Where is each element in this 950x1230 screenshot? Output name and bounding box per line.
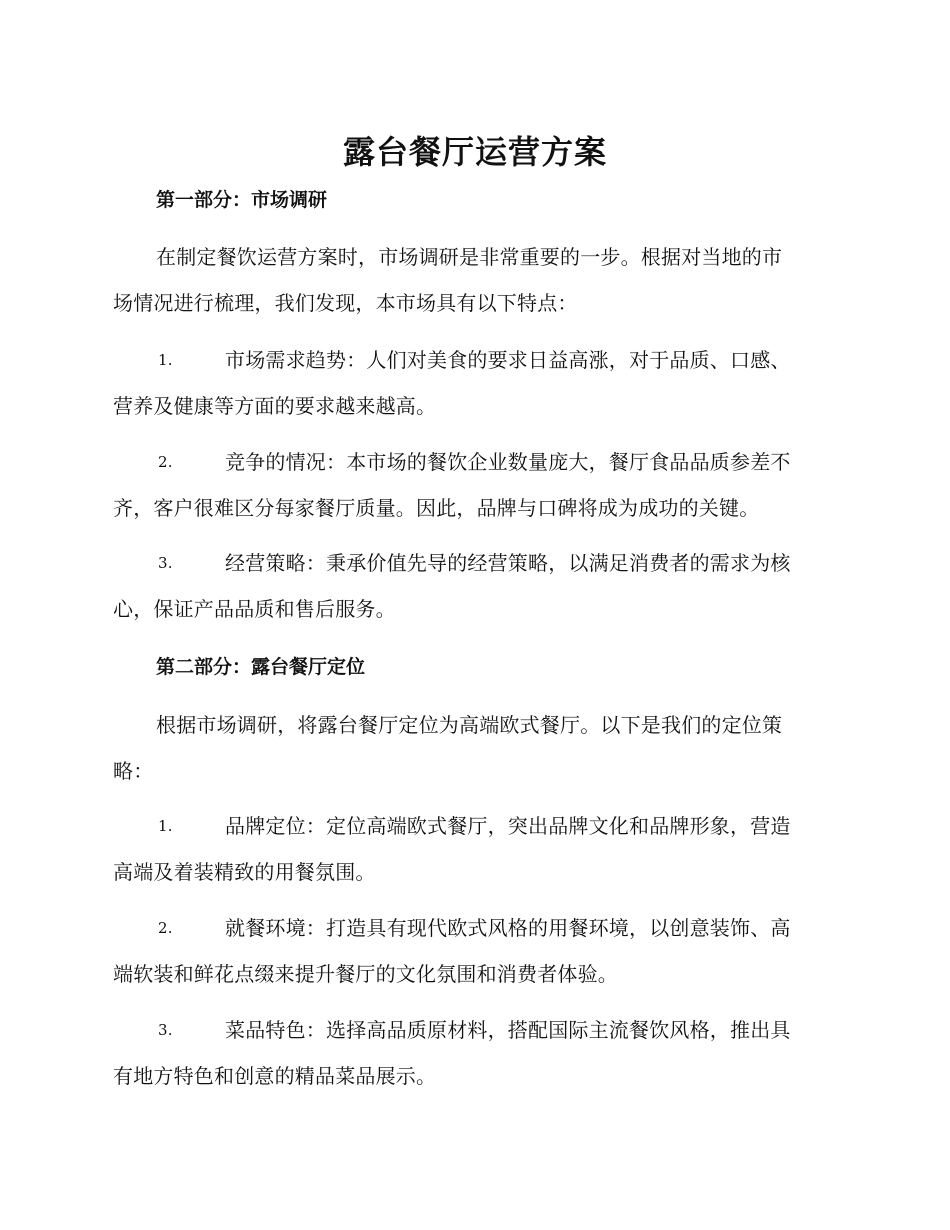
paragraph-line: 根据市场调研，将露台餐厅定位为高端欧式餐厅。以下是我们的定位策: [156, 713, 783, 737]
list-item-number: 2.: [158, 453, 173, 471]
list-item-text: 齐，客户很难区分每家餐厅质量。因此，品牌与口碑将成为成功的关键。: [113, 496, 760, 520]
list-item-text: 高端及着装精致的用餐氛围。: [113, 860, 376, 884]
section-heading-positioning: 第二部分：露台餐厅定位: [156, 656, 366, 678]
paragraph-line: 场情况进行梳理，我们发现，本市场具有以下特点：: [113, 291, 578, 315]
list-item-text: 市场需求趋势：人们对美食的要求日益高涨，对于品质、口感、: [225, 348, 791, 372]
list-item: [113, 1007, 837, 1099]
list-item-text: 有地方特色和创意的精品菜品展示。: [113, 1064, 437, 1088]
list-item: [113, 905, 837, 997]
list-item-text: 营养及健康等方面的要求越来越高。: [113, 394, 437, 418]
list-item: [113, 439, 837, 531]
list-item: [113, 337, 837, 429]
list-item-number: 3.: [158, 554, 173, 572]
list-item-text: 端软装和鲜花点缀来提升餐厅的文化氛围和消费者体验。: [113, 962, 618, 986]
list-item: [113, 540, 837, 632]
list-item-number: 1.: [158, 817, 173, 835]
list-item-number: 1.: [158, 351, 173, 369]
list-item-text: 品牌定位：定位高端欧式餐厅，突出品牌文化和品牌形象，营造: [225, 814, 791, 838]
section1-intro-paragraph: [113, 234, 837, 326]
section2-intro-paragraph: [113, 702, 837, 794]
paragraph-line: 略：: [113, 759, 154, 783]
list-item-text: 菜品特色：选择高品质原材料，搭配国际主流餐饮风格，推出具: [225, 1018, 791, 1042]
section-heading-market-research: 第一部分：市场调研: [156, 189, 328, 211]
list-item-text: 经营策略：秉承价值先导的经营策略，以满足消费者的需求为核: [225, 551, 791, 575]
list-item-text: 竞争的情况：本市场的餐饮企业数量庞大，餐厅食品品质参差不: [225, 450, 791, 474]
paragraph-line: 在制定餐饮运营方案时，市场调研是非常重要的一步。根据对当地的市: [156, 245, 783, 269]
list-item: [113, 803, 837, 895]
list-item-number: 2.: [158, 919, 173, 937]
list-item-text: 心，保证产品品质和售后服务。: [113, 597, 396, 621]
list-item-number: 3.: [158, 1021, 173, 1039]
list-item-text: 就餐环境：打造具有现代欧式风格的用餐环境，以创意装饰、高: [225, 916, 791, 940]
document-title: 露台餐厅运营方案: [342, 133, 607, 171]
